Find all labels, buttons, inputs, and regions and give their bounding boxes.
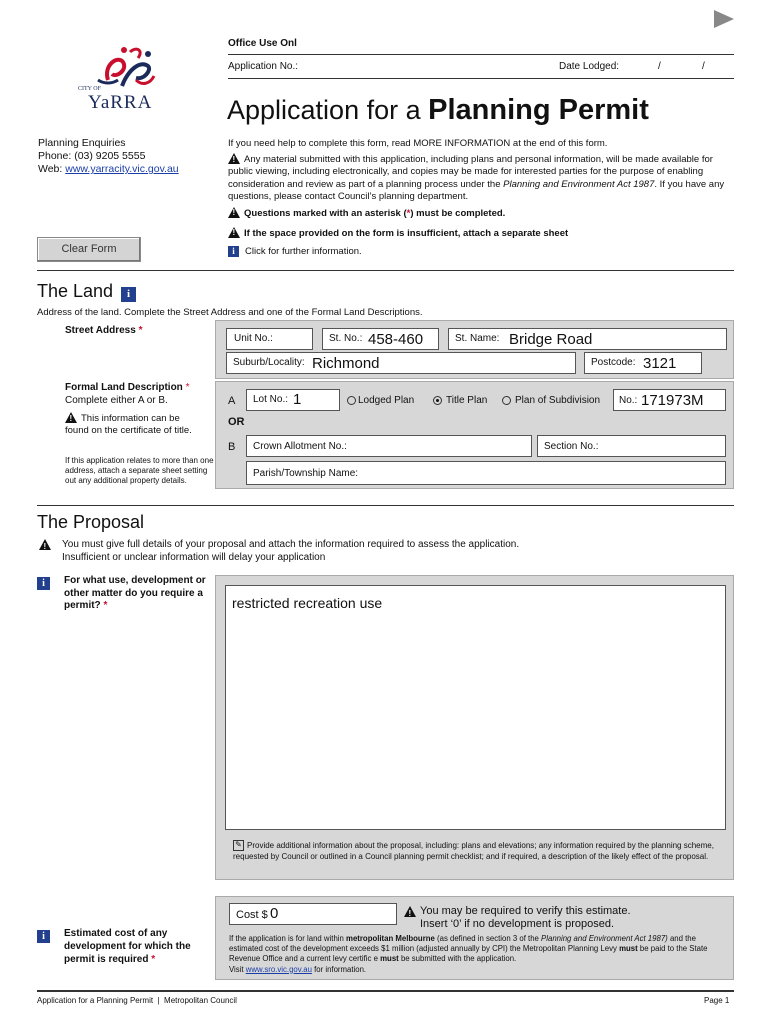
required-star: * (103, 600, 108, 611)
divider (37, 270, 734, 271)
certificate-note (65, 413, 197, 437)
option-b-label: B (228, 441, 236, 453)
footer-left: Application for a Planning Permit | Metropolitan Council (37, 996, 237, 1005)
info-icon[interactable]: i (37, 577, 50, 590)
radio-button[interactable] (502, 396, 511, 405)
certificate-note-text: This information can be found on the certificate of title. (65, 413, 192, 437)
footer-page-number: Page 1 (704, 996, 730, 1005)
contact-enquiries: Planning Enquiries (38, 137, 126, 149)
levy-text-2: (as defined in section 3 of the (437, 934, 539, 943)
suburb-field[interactable] (226, 352, 576, 374)
parish-label: Parish/Township Name: (253, 468, 359, 479)
levy-note (229, 934, 729, 975)
web-label: Web: (38, 163, 63, 175)
use-question-text: For what use, development or other matter do you require a permit? (64, 575, 206, 611)
material-notice (228, 154, 728, 203)
asterisk-pre: Questions marked with an asterisk ( (244, 208, 407, 220)
info-icon[interactable]: i (37, 930, 50, 943)
lodged-plan-radio[interactable] (347, 395, 414, 406)
or-label: OR (228, 416, 245, 428)
warning-icon (228, 207, 240, 218)
date-separator: / (702, 61, 705, 72)
insufficient-text: If the space provided on the form is insufficient, attach a separate sheet (244, 228, 569, 240)
title-part1: Application for a (227, 95, 421, 125)
divider (228, 54, 734, 55)
office-use-section (228, 36, 734, 88)
suburb-label: Suburb/Locality: (233, 357, 305, 368)
proposal-warning (37, 538, 519, 564)
use-value: restricted recreation use (232, 595, 383, 611)
formal-land-label (65, 381, 189, 407)
section-no-label: Section No.: (544, 441, 599, 452)
date-separator: / (658, 61, 661, 72)
section-title-proposal: The Proposal (37, 512, 145, 532)
postcode-field[interactable] (584, 352, 702, 374)
cost-question-text: Estimated cost of any development for which the permit is required (64, 928, 191, 965)
sro-link[interactable]: www.sro.vic.gov.au (245, 964, 312, 974)
material-text-1: Any material submitted with this application, including plans and personal information, will be made available for public viewing, including electronically, and copies may be made for interested parties for the purpose of enabling consideration and review as part of a planning process under the (228, 154, 713, 190)
page-title (227, 94, 649, 127)
info-icon[interactable]: i (228, 246, 239, 257)
street-name-label: St. Name: (455, 333, 500, 344)
use-question (64, 575, 209, 613)
levy-text-5: be submitted with the application. (400, 954, 517, 964)
radio-button[interactable] (347, 396, 356, 405)
land-intro: Address of the land. Complete the Street Address and one of the Formal Land Descriptions. (37, 307, 423, 318)
levy-act: Planning and Environment Act 1987) (541, 934, 668, 943)
unit-no-label: Unit No.: (234, 333, 273, 344)
material-text-2: . If you have any questions, please contact Council’s planning department. (228, 178, 725, 202)
levy-text-4: be paid to the State Revenue Office and a current levy certific (229, 944, 708, 964)
visit-text: Visit (229, 964, 244, 974)
plan-no-field[interactable] (613, 389, 726, 411)
proposal-warning-1: You must give full details of your proposal and attach the information required to assess the application. (62, 539, 520, 550)
cost-label: Cost $ (236, 909, 268, 921)
plan-no-value: 171973M (641, 392, 704, 409)
formal-land-sub: Complete either A or B. (65, 395, 168, 406)
street-address-label (65, 325, 142, 336)
asterisk-star: * (406, 208, 411, 220)
date-lodged-label: Date Lodged: (559, 61, 620, 72)
application-no-label: Application No.: (228, 61, 299, 72)
visit-end: for information. (314, 964, 367, 974)
footer-divider (37, 990, 734, 992)
street-address-text: Street Address (65, 325, 136, 336)
levy-must: must (619, 944, 638, 954)
cost-question (64, 927, 214, 966)
street-no-field[interactable] (322, 328, 439, 350)
plan-of-subdivision-label: Plan of Subdivision (515, 395, 601, 406)
warning-icon (65, 412, 77, 423)
multiple-address-note: If this application relates to more than one address, attach a separate sheet setting out any additional property details. (65, 456, 214, 485)
contact-phone: Phone: (03) 9205 5555 (38, 150, 146, 162)
lot-no-value: 1 (293, 391, 302, 408)
divider (37, 505, 734, 506)
levy-must-2: must (380, 954, 399, 964)
asterisk-post: ) must be completed. (410, 208, 506, 220)
plan-no-label: No.: (619, 395, 638, 406)
warning-icon (404, 906, 416, 917)
edit-icon: ✎ (233, 840, 244, 851)
cost-value: 0 (270, 905, 279, 922)
provide-info-text: Provide additional information about the proposal, including: plans and elevations; any information required by the planning scheme, requested by Council or outlined in a Council planning permit checklist; and if required, a description of the likely effect of the proposal. (233, 841, 714, 861)
formal-land-text: Formal Land Description (65, 382, 183, 393)
title-part2: Planning Permit (428, 94, 649, 126)
title-plan-radio[interactable] (433, 395, 487, 406)
street-no-value: 458-460 (368, 331, 424, 348)
proposal-warning-2: Insufficient or unclear information will delay your application (62, 552, 326, 563)
web-link[interactable]: www.yarracity.vic.gov.au (65, 163, 179, 175)
logo-city-of: CITY OF (78, 86, 101, 92)
click-info-text: Click for further information. (245, 246, 362, 257)
divider (228, 78, 734, 79)
postcode-label: Postcode: (591, 357, 636, 368)
verify-note (403, 905, 631, 931)
suburb-value: Richmond (312, 355, 380, 372)
levy-text-1: If the application is for land within (229, 934, 344, 943)
provide-info-note (233, 840, 728, 862)
levy-e: e (373, 954, 378, 964)
street-name-value: Bridge Road (509, 331, 593, 348)
street-name-field[interactable] (448, 328, 727, 350)
cost-field[interactable] (229, 903, 397, 925)
use-textarea[interactable] (225, 585, 726, 830)
lot-no-label: Lot No.: (253, 394, 289, 405)
next-page-arrow-icon[interactable] (714, 10, 734, 28)
logo-name: YaRRA (88, 92, 153, 113)
insufficient-notice (228, 228, 568, 239)
warning-icon (228, 153, 240, 164)
crown-allotment-label: Crown Allotment No.: (253, 441, 347, 452)
lodged-plan-label: Lodged Plan (358, 395, 415, 406)
postcode-value: 3121 (643, 355, 677, 372)
info-icon[interactable]: i (121, 287, 136, 302)
clear-form-button[interactable]: Clear Form (37, 237, 141, 262)
plan-of-subdivision-radio[interactable] (502, 395, 600, 406)
warning-icon (228, 227, 240, 238)
material-act: Planning and Environment Act 1987 (503, 178, 655, 190)
required-star: * (138, 325, 143, 336)
section-title-land (37, 281, 136, 302)
levy-text-3: and the estimated cost of the development exceeds $1 million (adjusted annually by CPI) the Metropolitan Planning Levy (229, 934, 696, 954)
council-logo (78, 40, 168, 116)
required-star: * (151, 954, 156, 965)
office-use-title: Office Use Onl (228, 38, 297, 49)
unit-no-field[interactable] (226, 328, 313, 350)
verify-text-1: You may be required to verify this estimate. (420, 905, 631, 917)
verify-text-2: Insert ‘0’ if no development is proposed. (420, 918, 615, 930)
contact-block (38, 137, 179, 176)
crown-allotment-field[interactable] (246, 435, 532, 457)
radio-button-selected[interactable] (433, 396, 442, 405)
help-notice: If you need help to complete this form, read MORE INFORMATION at the end of this form. (228, 138, 608, 149)
land-title: The Land (37, 281, 114, 301)
levy-metro: metropolitan Melbourne (346, 934, 435, 943)
street-no-label: St. No.: (329, 333, 363, 344)
asterisk-notice (228, 208, 505, 219)
parish-field[interactable] (246, 461, 726, 485)
option-a-label: A (228, 395, 236, 407)
click-info-notice (228, 246, 362, 257)
title-plan-label: Title Plan (446, 395, 488, 406)
warning-icon (39, 539, 51, 550)
contact-web (38, 163, 179, 176)
required-star: * (185, 382, 190, 393)
section-no-field[interactable] (537, 435, 726, 457)
lot-no-field[interactable] (246, 389, 340, 411)
